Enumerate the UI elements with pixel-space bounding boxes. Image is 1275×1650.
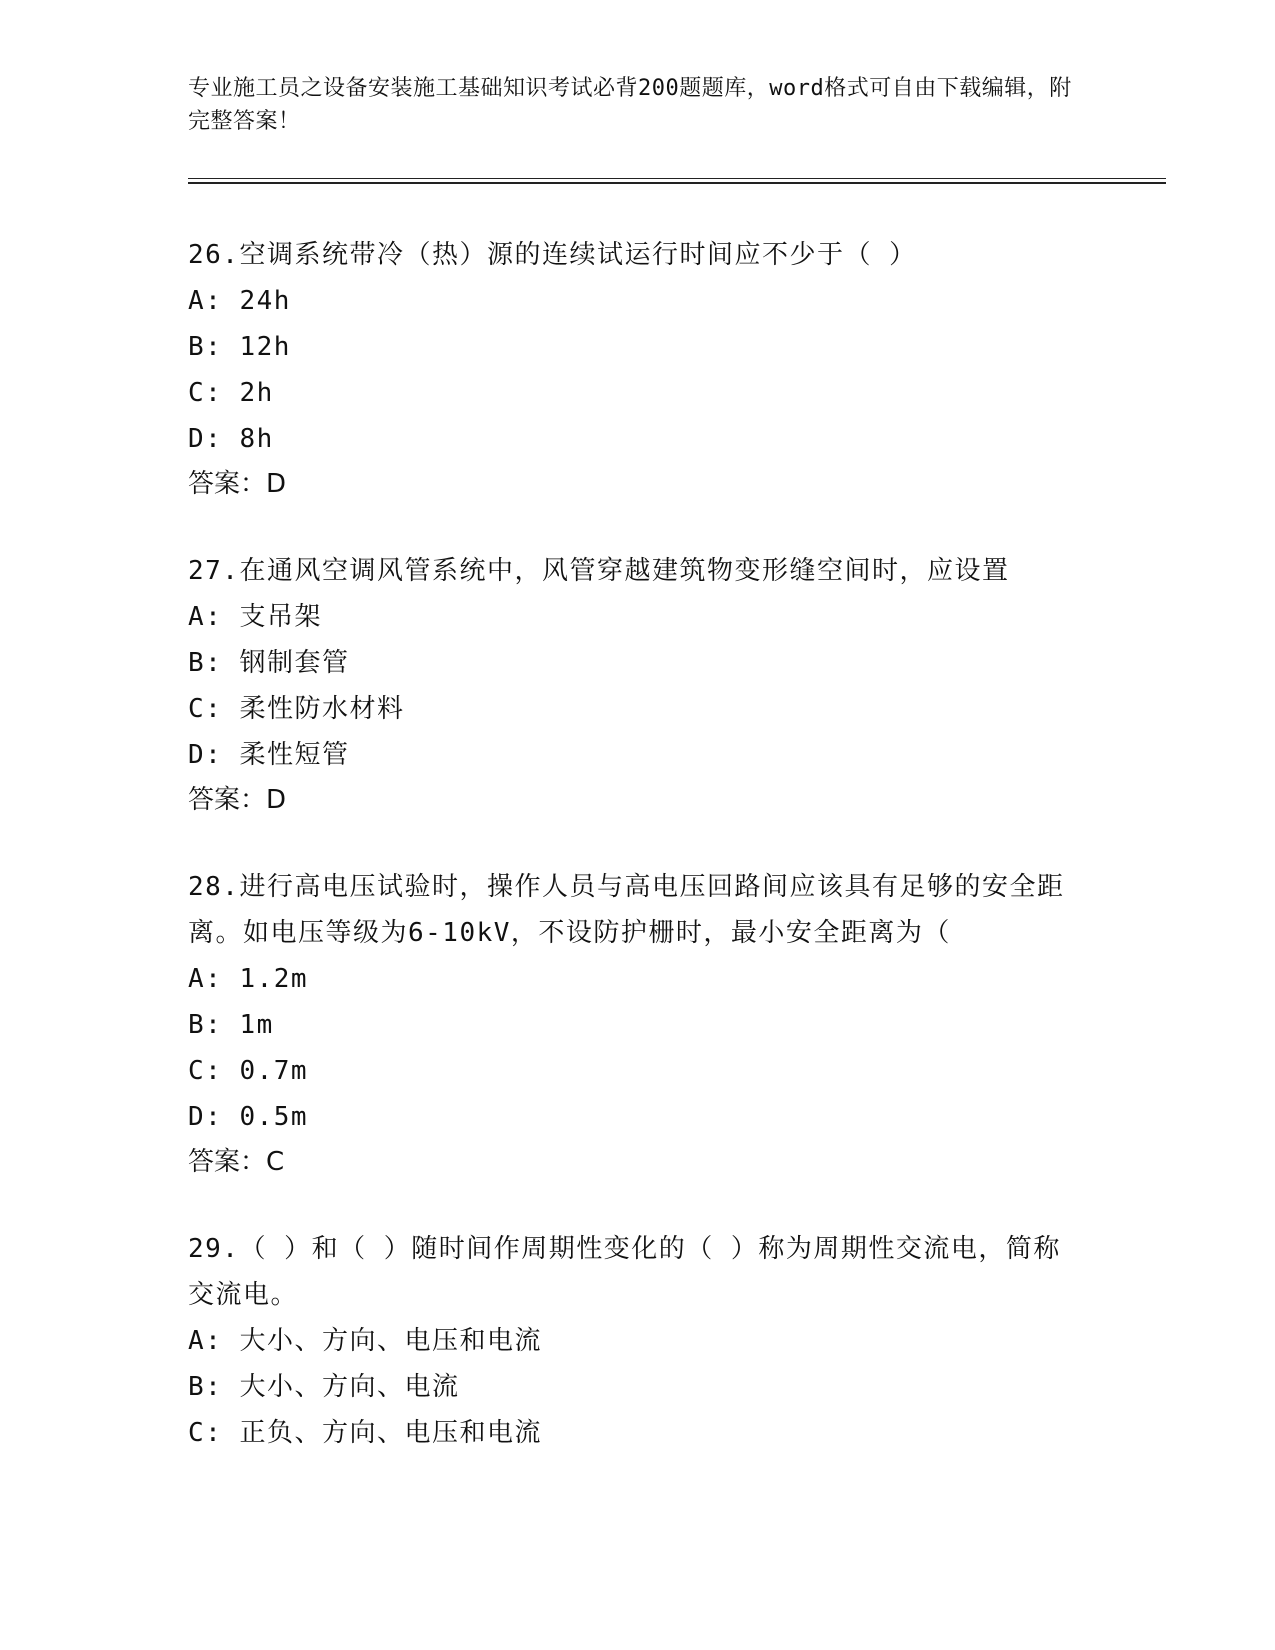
option-a: A: 支吊架 [188,602,322,632]
question-stem: 26.空调系统带冷（热）源的连续试运行时间应不少于（ ） [188,240,917,270]
option-a: A: 24h [188,286,291,316]
option-b: B: 1m [188,1010,274,1040]
option-b: B: 钢制套管 [188,648,350,678]
option-b: B: 大小、方向、电流 [188,1372,460,1402]
question-list [188,232,1088,1498]
question-stem: 28.进行高电压试验时，操作人员与高电压回路间应该具有足够的安全距离。如电压等级为6-10kV，不设防护栅时，最小安全距离为（ [188,872,1065,948]
option-c: C: 2h [188,378,274,408]
answer: 答案：C [188,1147,285,1177]
document-header: 专业施工员之设备安装施工基础知识考试必背200题题库，word格式可自由下载编辑，附完整答案！ [188,76,1072,134]
header-divider-top [188,178,1166,179]
question-stem: 27.在通风空调风管系统中，风管穿越建筑物变形缝空间时，应设置 [188,556,1010,586]
option-d: D: 8h [188,424,274,454]
option-c: C: 0.7m [188,1056,309,1086]
question-27 [188,548,1088,822]
question-28 [188,864,1088,1184]
question-26 [188,232,1088,506]
option-c: C: 正负、方向、电压和电流 [188,1418,542,1448]
answer: 答案：D [188,785,287,815]
option-c: C: 柔性防水材料 [188,694,405,724]
option-b: B: 12h [188,332,291,362]
question-29 [188,1226,1088,1456]
header-divider-bottom [188,182,1166,184]
option-a: A: 1.2m [188,964,309,994]
answer: 答案：D [188,469,287,499]
option-a: A: 大小、方向、电压和电流 [188,1326,542,1356]
question-stem: 29.（ ）和（ ）随时间作周期性变化的（ ）称为周期性交流电，简称交流电。 [188,1234,1061,1310]
option-d: D: 柔性短管 [188,740,350,770]
option-d: D: 0.5m [188,1102,309,1132]
